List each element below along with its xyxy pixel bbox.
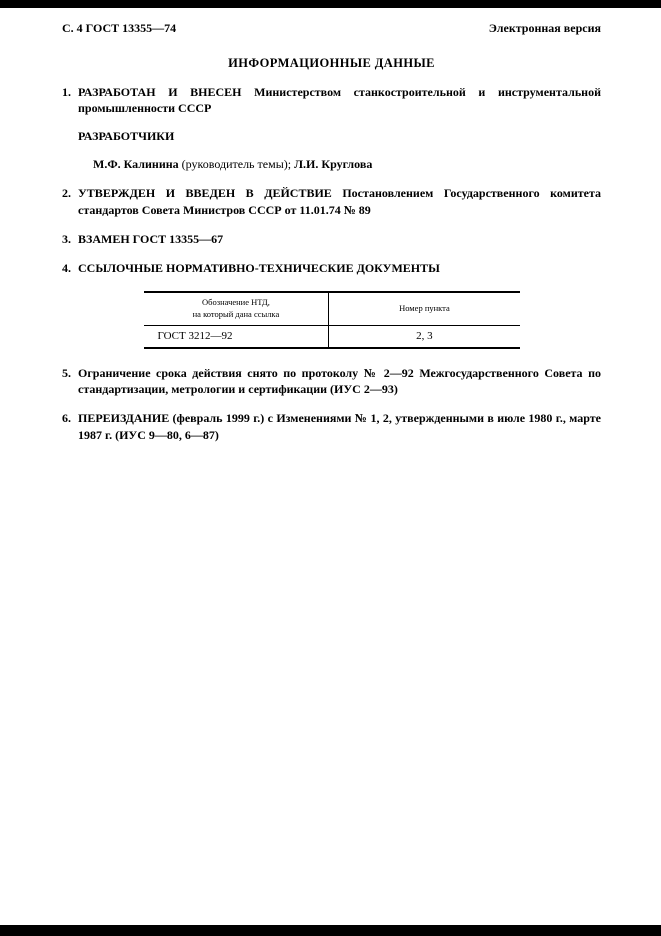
page-number-and-gost-label: С. 4 ГОСТ 13355—74 [62,21,177,35]
item-6-number: 6. [62,411,71,426]
table-row [144,326,520,349]
item-6 [62,410,601,442]
item-1-number: 1. [62,85,71,99]
item-4-number: 4. [62,260,71,275]
item-3-text: ВЗАМЕН ГОСТ 13355—67 [78,231,224,246]
developers-heading: РАЗРАБОТЧИКИ [78,129,175,144]
top-black-bar [0,0,661,8]
table-header-ntd-line1: Обозначение НТД, [202,297,270,308]
table-header-punkt: Номер пункта [329,292,520,325]
item-4-text: ССЫЛОЧНЫЕ НОРМАТИВНО-ТЕХНИЧЕСКИЕ ДОКУМЕНТЫ [78,260,440,275]
bottom-black-bar [0,925,661,936]
electronic-version-label: Электронная версия [488,21,601,35]
item-4 [62,260,601,276]
reference-table [144,291,520,349]
item-2 [62,185,601,217]
item-2-text: УТВЕРЖДЕН И ВВЕДЕН В ДЕЙСТВИЕ Постановлением Государственного комитета стандартов Совета Министров СССР от 11.01.74 № 89 [78,186,601,217]
page-content [0,0,661,443]
table-header-ntd [144,292,329,325]
table-cell-punkt: 2, 3 [416,330,433,343]
item-3-number: 3. [62,231,71,246]
page-header [62,21,601,36]
table-header-ntd-line2: на который дана ссылка [192,308,280,319]
developer-name-2: Л.И. Круглова [294,157,373,172]
item-5 [62,365,601,397]
table-cell-ntd: ГОСТ 3212—92 [144,326,329,349]
item-2-number: 2. [62,186,71,201]
table-header-row [144,292,520,325]
item-6-text: ПЕРЕИЗДАНИЕ (февраль 1999 г.) с Изменениями № 1, 2, утвержденными в июле 1980 г., марте 1987 г. (ИУС 9—80, 6—87) [78,411,601,442]
developer-name-1: М.Ф. Калинина [93,157,179,172]
item-1 [62,84,601,116]
reference-table-wrapper [144,291,520,349]
item-5-text: Ограничение срока действия снято по протоколу № 2—92 Межгосударственного Совета по стандартизации, метрологии и сертификации (ИУС 2—93) [78,366,601,397]
item-5-number: 5. [62,366,71,381]
section-title: ИНФОРМАЦИОННЫЕ ДАННЫЕ [228,56,435,70]
item-3 [62,231,601,247]
developer-role-1: (руководитель темы); [178,157,295,172]
developers-line [93,157,601,172]
item-1-text: РАЗРАБОТАН И ВНЕСЕН Министерством станкостроительной и инструментальной промышленности СССР [78,85,601,116]
